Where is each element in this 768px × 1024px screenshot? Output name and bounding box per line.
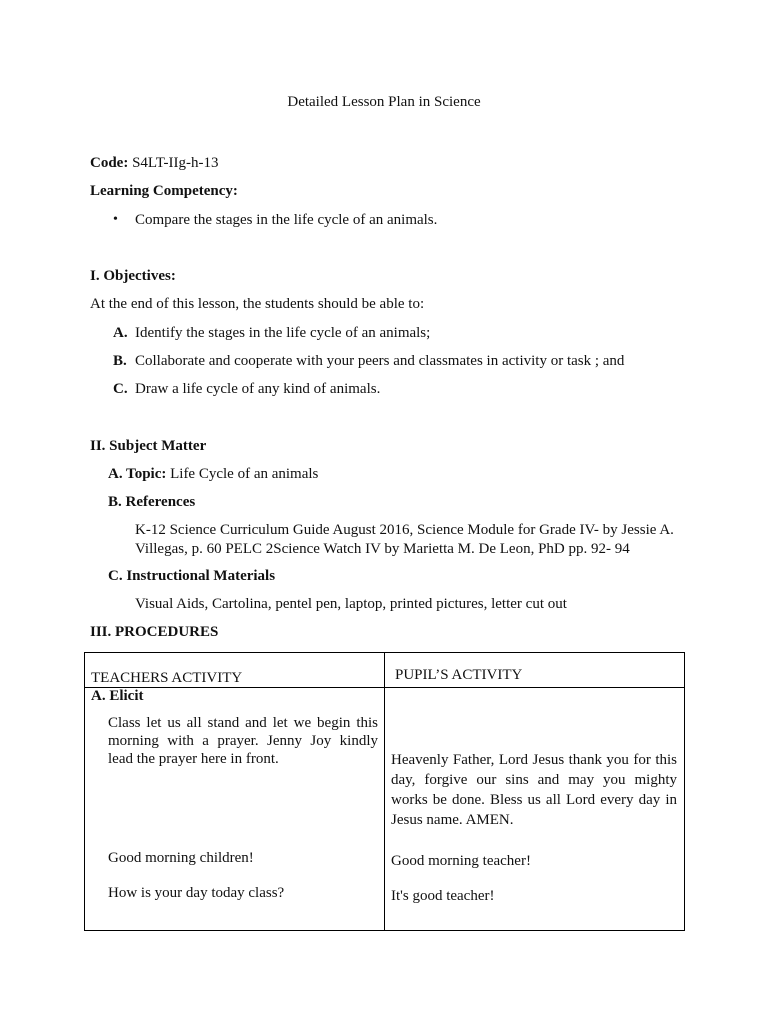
table-row: [85, 688, 685, 931]
code-label: Code:: [90, 155, 129, 171]
materials-label: C. Instructional Materials: [108, 568, 276, 584]
objectives-heading: I. Objectives:: [90, 268, 176, 284]
objective-text-b: Collaborate and cooperate with your peers and classmates in activity or task ; and: [135, 353, 625, 369]
teacher-question: How is your day today class?: [108, 885, 285, 901]
objective-text-c: Draw a life cycle of any kind of animals.: [135, 381, 381, 397]
subject-matter-heading: II. Subject Matter: [90, 438, 207, 454]
topic-label: A. Topic:: [108, 466, 167, 482]
elicit-heading: A. Elicit: [91, 688, 144, 704]
table-header-row: [85, 653, 685, 688]
objective-text-a: Identify the stages in the life cycle of an animals;: [135, 325, 431, 341]
teacher-prayer-text: Class let us all stand and let we begin this morning with a prayer. Jenny Joy kindly lead the prayer here in front.: [108, 715, 378, 767]
pupil-prayer-text: Heavenly Father, Lord Jesus thank you for this day, forgive our sins and may you mighty works be done. Bless us all Lord every day in Jesus name. AMEN.: [391, 752, 677, 828]
code-value: S4LT-IIg-h-13: [128, 155, 219, 171]
procedures-heading: III. PROCEDURES: [90, 624, 219, 640]
pupils-activity-header: PUPIL’S ACTIVITY: [385, 653, 685, 688]
objectives-intro: At the end of this lesson, the students should be able to:: [90, 296, 425, 312]
materials-text: Visual Aids, Cartolina, pentel pen, laptop, printed pictures, letter cut out: [135, 596, 567, 612]
teachers-activity-header: TEACHERS ACTIVITY: [85, 653, 385, 688]
topic-value: Life Cycle of an animals: [166, 466, 319, 482]
teacher-greeting: Good morning children!: [108, 850, 254, 866]
procedures-table: [84, 652, 685, 931]
references-label: B. References: [108, 494, 196, 510]
code-line: [90, 155, 218, 172]
topic-line: [108, 466, 318, 483]
bullet-icon: •: [113, 212, 118, 227]
pupil-greeting: Good morning teacher!: [391, 853, 531, 869]
document-title: Detailed Lesson Plan in Science: [287, 94, 481, 110]
pupil-answer: It's good teacher!: [391, 888, 495, 904]
pupil-activity-cell: [385, 688, 685, 931]
competency-label: Learning Competency:: [90, 183, 238, 199]
competency-item: Compare the stages in the life cycle of an animals.: [135, 212, 438, 228]
teacher-activity-cell: [85, 688, 385, 931]
objective-letter-c: C.: [113, 381, 128, 397]
objective-letter-a: A.: [113, 325, 128, 341]
objective-letter-b: B.: [113, 353, 127, 369]
references-text: K-12 Science Curriculum Guide August 2016, Science Module for Grade IV- by Jessie A. Villegas, p. 60 PELC 2Science Watch IV by Marietta M. De Leon, PhD pp. 92- 94: [135, 522, 674, 557]
